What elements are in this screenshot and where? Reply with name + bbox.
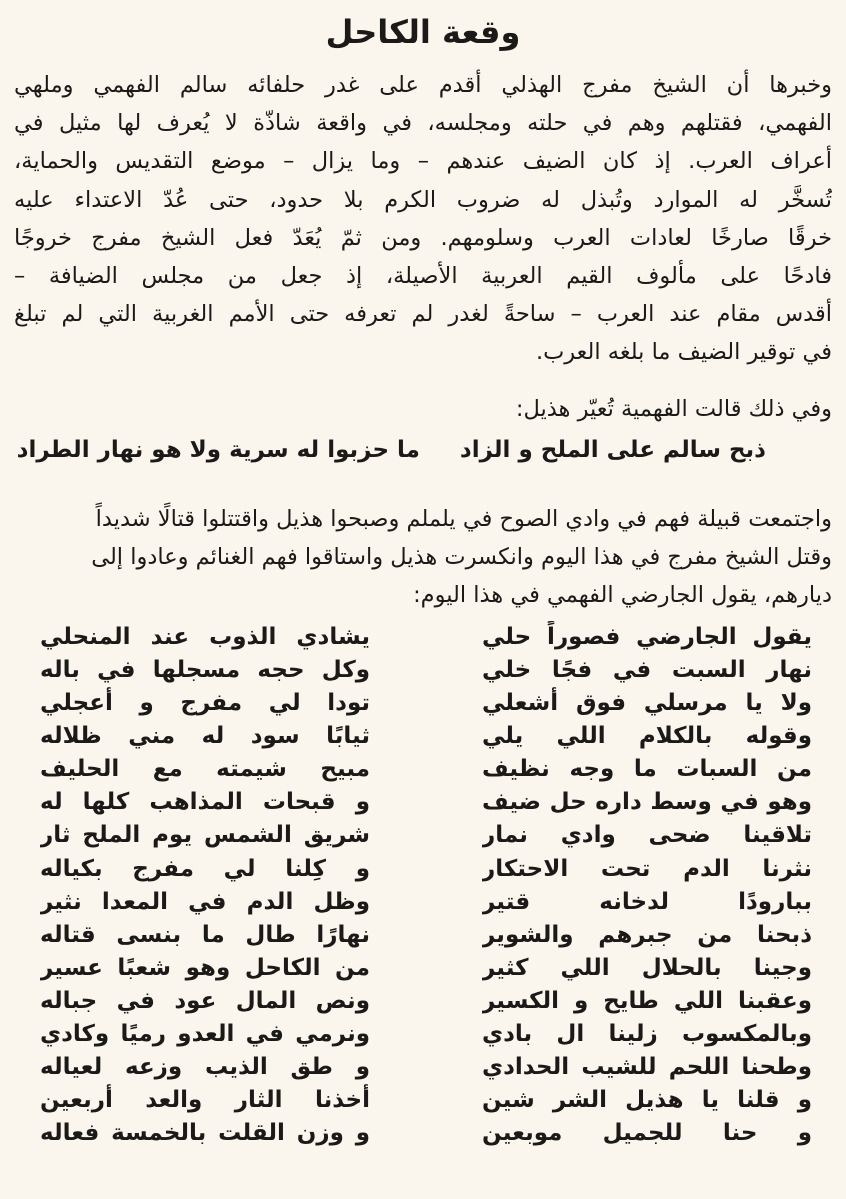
poem-right-hemistich: من السبات ما وجه نظيف [482, 756, 812, 783]
paragraph-line: ديارهم، يقول الجارضي الفهمي في هذا اليوم: [413, 582, 832, 609]
verse-first-hemistich: ذبح سالم على الملح و الزاد [459, 436, 766, 463]
poem-right-hemistich: وجينا بالحلال اللي كثير [482, 954, 812, 981]
poem-row [40, 753, 812, 786]
paragraph-line: واجتمعت قبيلة فهم في وادي الصوح في يلملم وصبحوا هذيل واقتتلوا قتالًا شديداً [95, 505, 832, 532]
poem-right-hemistich: وبالمكسوب زلينا ال بادي [482, 1020, 812, 1047]
page-title: وقعة الكاحل [325, 13, 521, 51]
poem-row [40, 853, 812, 886]
poem-left-hemistich: ثيابًا سود له مني ظلاله [40, 723, 370, 750]
poem-left-hemistich: ونص المال عود في جباله [40, 987, 370, 1014]
poem-row [40, 886, 812, 919]
poem-left-hemistich: وظل الدم في المعدا نثير [40, 888, 370, 915]
poem-left-hemistich: و قبحات المذاهب كلها له [40, 789, 370, 816]
poem-left-hemistich: من الكاحل وهو شعبًا عسير [40, 954, 370, 981]
single-verse [14, 430, 832, 470]
poem-left-hemistich: و كِلنا لي مفرج بكياله [40, 855, 370, 882]
poem-right-hemistich: وطحنا اللحم للشيب الحدادي [482, 1054, 812, 1081]
poem-row [40, 720, 812, 753]
poem-right-hemistich: و حنا للجميل موبعين [482, 1120, 812, 1147]
verse-intro: وفي ذلك قالت الفهمية تُعيّر هذيل: [515, 395, 832, 422]
poem-right-hemistich: يقول الجارضي فصوراً حلي [482, 623, 812, 650]
poem-row [40, 985, 812, 1018]
poem-row [40, 819, 812, 852]
paragraph-line: خرقًا صارخًا لعادات العرب وسلومهم. ومن ثمّ يُعَدّ فعل الشيخ مفرج خروجًا [14, 224, 832, 251]
paragraph-line: أقدس مقام عند العرب – ساحةً لغدر لم تعرفه حتى الأمم الغربية التي لم تبلغ [14, 301, 832, 328]
poem-right-hemistich: وعقبنا اللي طايح و الكسير [482, 987, 812, 1014]
poem-left-hemistich: ونرمي في العدو رميًا وكادي [40, 1020, 370, 1047]
paragraph-line: أعراف العرب. إذ كان الضيف عندهم – وما يزال – موضع التقديس والحماية، [14, 148, 832, 175]
paragraph-line: الفهمي، فقتلهم وهم في حلته ومجلسه، في واقعة شاذّة لا يُعرف لها مثيل في [14, 110, 832, 137]
paragraph-line: وقتل الشيخ مفرج في هذا اليوم وانكسرت هذيل واستاقوا فهم الغنائم وعادوا إلى [91, 544, 832, 571]
verse-second-hemistich: ما حزبوا له سرية ولا هو نهار الطراد [16, 436, 420, 463]
poem-row [40, 1051, 812, 1084]
poem-left-hemistich: و طق الذيب وزعه لعياله [40, 1054, 370, 1081]
poem-left-hemistich: نهارًا طال ما بنسى قتاله [40, 921, 370, 948]
poem-right-hemistich: ذبحنا من جبرهم والشوير [482, 921, 812, 948]
poem-left-hemistich: يشادي الذوب عند المنحلي [40, 623, 370, 650]
poem-left-hemistich: شريق الشمس يوم الملح ثار [40, 822, 370, 849]
poem-right-hemistich: نهار السبت في فجًا خلي [482, 656, 812, 683]
poem-left-hemistich: و وزن القلت بالخمسة فعاله [40, 1120, 370, 1147]
poem-row [40, 952, 812, 985]
paragraph-line: فادحًا على مألوف القيم العربية الأصيلة، إذ جعل من مجلس الضيافة – [14, 263, 832, 290]
poem-row [40, 786, 812, 819]
poem-right-hemistich: ولا يا مرسلي فوق أشعلي [482, 690, 812, 717]
poem-right-hemistich: نثرنا الدم تحت الاحتكار [482, 855, 812, 882]
paragraph-line: تُسخَّر له الموارد وتُبذل له ضروب الكرم بلا حدود، حتى عُدّ الاعتداء عليه [14, 186, 832, 213]
paragraph-line: في توقير الضيف ما بلغه العرب. [535, 339, 832, 366]
poem-right-hemistich: وقوله بالكلام اللي يلي [482, 723, 812, 750]
poem-right-hemistich: وهو في وسط داره حل ضيف [482, 789, 812, 816]
paragraph-battle [14, 500, 832, 615]
paragraph-line: وخبرها أن الشيخ مفرج الهذلي أقدم على غدر حلفائه سالم الفهمي وملهي [14, 72, 832, 98]
poem-left-hemistich: تودا لي مفرج و أعجلي [40, 690, 370, 717]
poem-right-hemistich: ببارودًا لدخانه قتير [482, 888, 812, 915]
poem-left-hemistich: مبيح شيمته مع الحليف [40, 756, 370, 783]
poem [14, 621, 832, 1151]
poem-row [40, 1084, 812, 1117]
poem-row [40, 919, 812, 952]
poem-row [40, 1117, 812, 1150]
poem-left-hemistich: أخذنا الثار والعد أربعين [40, 1087, 370, 1114]
poem-left-hemistich: وكل حجه مسجلها في باله [40, 656, 370, 683]
poem-right-hemistich: تلاقينا ضحى وادي نمار [482, 822, 812, 849]
poem-row [40, 1018, 812, 1051]
poem-row [40, 654, 812, 687]
poem-right-hemistich: و قلنا يا هذيل الشر شين [482, 1087, 812, 1114]
poem-row [40, 621, 812, 654]
paragraph-story [14, 66, 832, 372]
poem-row [40, 687, 812, 720]
